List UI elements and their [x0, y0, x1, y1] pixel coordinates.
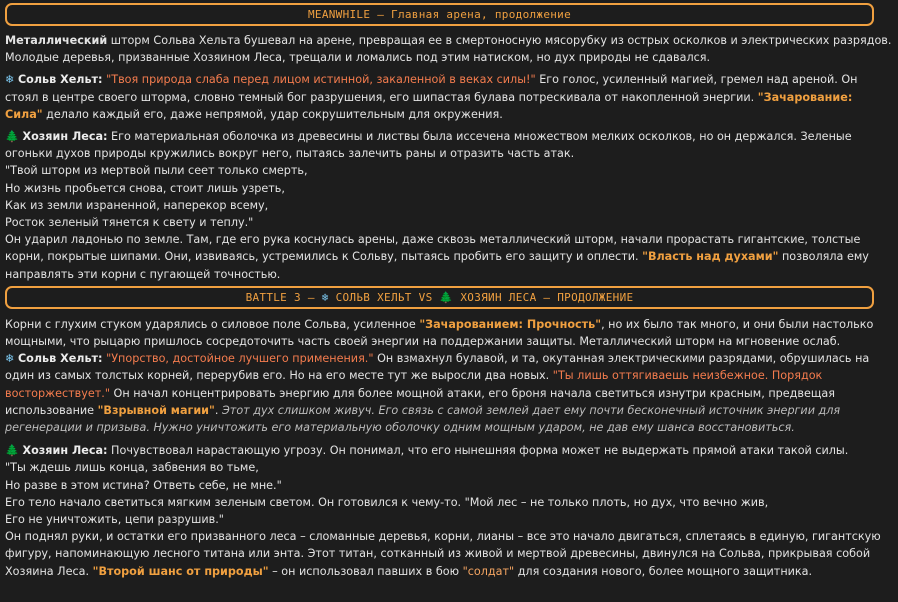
- narration-paragraph: [5, 32, 892, 66]
- narration-text: делало каждый его, даже непрямой, удар сокрушительным для окружения.: [42, 107, 503, 121]
- narration-text: , но их было так много, и они были настолько мощными, что рыцарю пришлось сосредоточить часть своей энергии на поддержании защиты. Металлический шторм на мгновение ослаб.: [5, 317, 874, 349]
- narration-text: Корни с глухим стуком ударялись о силовое поле Сольва, усиленное: [5, 317, 420, 331]
- narration-text: Он поднял руки, и остатки его призванного леса – сломанные деревья, корни, лианы – все это начало двигаться, сплетаясь в единую, гигантскую фигуру, напоминающую лесного титана или энта. Этот титан, сотканный из живой и мертвой древесины, двинулся на Сольва, прикрывая собой Хозяина Леса.: [5, 530, 881, 578]
- skill-name: "Зачарование: Сила": [5, 90, 853, 121]
- narration-paragraph: [5, 528, 892, 580]
- narration-text: – он использовал павших в бою: [268, 564, 463, 578]
- narration-text: Он взмахнул булавой, и та, окутанная электрическими разрядами, обрушилась на один из самых толстых корней, перерубив его. Но на его месте тут же выросли два новых.: [5, 352, 870, 383]
- banner-text: СОЛЬВ ХЕЛЬТ VS: [328, 290, 440, 304]
- narration-text: Его материальная оболочка из древесины и листвы была иссечена множеством мелких осколков, но он держался. Зеленые огоньки духов природы кружились вокруг него, пытаясь залечить раны и отразить часть атак.: [5, 130, 852, 161]
- narration-text: Его голос, усиленный магией, гремел над ареной. Он стоял в центре своего шторма, словно темный бог разрушения, его шипастая булава потрескивала от накопленной энергии.: [5, 73, 858, 104]
- narration-paragraph: [5, 231, 892, 283]
- poem-line: "Твой шторм из мертвой пыли сеет только смерть,: [5, 164, 308, 178]
- snowflake-icon: ❄: [5, 352, 15, 366]
- quote-text: "Упорство, достойное лучшего применения.": [106, 352, 374, 366]
- banner-text: BATTLE 3 –: [245, 290, 322, 304]
- speaker-forest: Хозяин Леса:: [22, 130, 108, 144]
- tree-icon: 🌲: [5, 444, 19, 458]
- narration-text: позволяла ему направлять эти корни с пугающей точностью.: [5, 250, 869, 281]
- speaker-solv: Сольв Хельт:: [17, 352, 103, 366]
- poem-line: Его тело начало светиться мягким зеленым светом. Он готовился к чему-то. "Мой лес – не только плоть, но дух, что вечно жив,: [5, 495, 769, 509]
- narration-text: .: [214, 403, 222, 417]
- quote-text: "Твоя природа слаба перед лицом истинной, закаленной в веках силы!": [106, 73, 536, 87]
- skill-name: "Второй шанс от природы": [92, 564, 269, 578]
- banner-text: ХОЗЯИН ЛЕСА – ПРОДОЛЖЕНИЕ: [453, 290, 634, 304]
- tree-icon: 🌲: [5, 130, 19, 144]
- snowflake-icon: ❄: [5, 73, 15, 87]
- poem-line: Но разве в этом истина? Ответь себе, не мне.": [5, 478, 282, 492]
- narration-text: Почувствовал нарастающую угрозу. Он понимал, что его нынешняя форма может не выдержать прямой атаки такой силы.: [107, 444, 849, 458]
- poem-line: Росток зеленый тянется к свету и теплу.": [5, 216, 254, 230]
- narration-text: Он начал концентрировать энергию для более мощной атаки, его броня начала светиться изнутри красным, предвещая использование: [5, 386, 835, 417]
- dialogue-forest-1: [5, 128, 892, 162]
- poem-line: Но жизнь пробьется снова, стоит лишь узреть,: [5, 181, 285, 195]
- inner-thought: Этот дух слишком живуч. Его связь с самой землей дает ему почти бесконечный источник энергии для регенерации и призыва. Нужно уничтожить его материальную оболочку одним мощным ударом, не дав ему шанса восстановиться.: [5, 403, 841, 435]
- narration-paragraph: [5, 316, 892, 350]
- poem-line: Его не уничтожить, цепи разрушив.": [5, 513, 224, 527]
- narration-text: шторм Сольва Хельта бушевал на арене, превращая ее в смертоносную мясорубку из острых осколков и электрических разрядов. Молодые деревья, призванные Хозяином Леса, трещали и ломались под этим натиском, но дух природы не сдавался.: [5, 34, 892, 65]
- skill-name: "Власть над духами": [642, 250, 779, 264]
- poem-line: Как из земли израненной, наперекор всему,: [5, 198, 269, 212]
- quote-text: "Ты лишь оттягиваешь неизбежное. Порядок восторжествует.": [5, 369, 823, 400]
- highlighted-word: "солдат": [462, 564, 515, 578]
- emphasis-word: Металлический: [5, 34, 108, 47]
- snowflake-icon: ❄: [321, 290, 329, 304]
- narration-text: Он ударил ладонью по земле. Там, где его рука коснулась арены, даже сквозь металлический шторм, начали прорастать гигантские, толстые корни, покрытые шипами. Они, извиваясь, устремились к Сольву, пытаясь пробить его защиту и оплести.: [5, 233, 861, 264]
- scene-banner-text: MEANWHILE – Главная арена, продолжение: [307, 8, 572, 21]
- poem-line: "Ты ждешь лишь конца, забвения во тьме,: [5, 461, 259, 475]
- dialogue-solv-2: [5, 350, 892, 436]
- scene-banner-meanwhile: [5, 3, 874, 26]
- skill-name: "Взрывной магии": [97, 403, 215, 417]
- narration-text: для создания нового, более мощного защитника.: [514, 564, 813, 578]
- dialogue-forest-2: [5, 442, 892, 459]
- scene-banner-battle: [5, 286, 874, 309]
- speaker-forest: Хозяин Леса:: [22, 444, 108, 458]
- tree-icon: 🌲: [439, 290, 454, 304]
- dialogue-solv-1: [5, 71, 892, 123]
- speaker-solv: Сольв Хельт:: [17, 73, 103, 87]
- skill-name: "Зачарованием: Прочность": [419, 317, 602, 331]
